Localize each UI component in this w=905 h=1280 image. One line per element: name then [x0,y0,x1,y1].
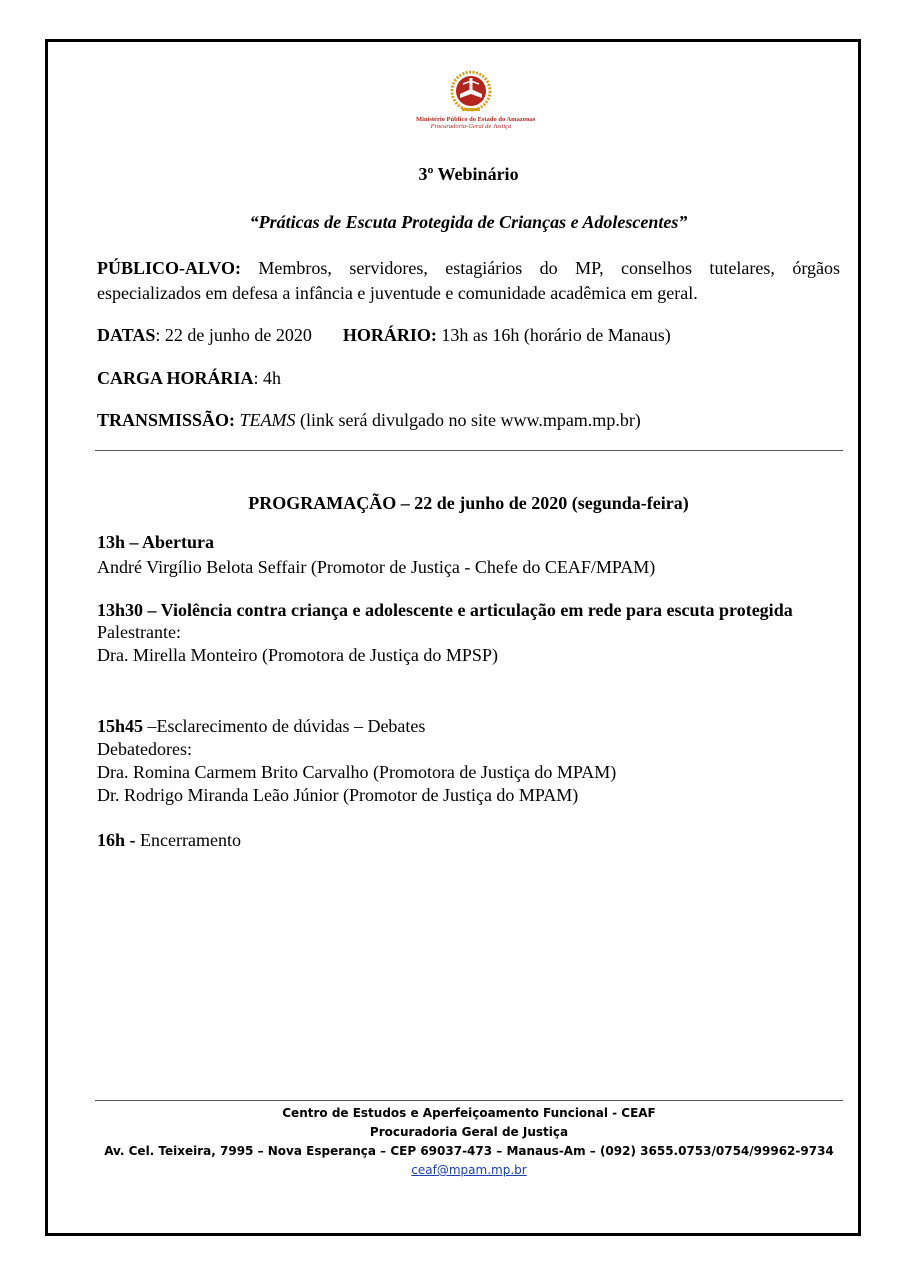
transmissao-platform: TEAMS [239,410,296,430]
item-line: Dra. Mirella Monteiro (Promotora de Justiça do MPSP) [97,645,498,665]
horario-text: 13h as 16h (horário de Manaus) [436,325,671,345]
item-title: 13h – Abertura [97,532,214,552]
publico-text: Membros, servidores, estagiários do MP, conselhos tutelares, órgãos especializados em defesa a infância e juventude e comunidade acadêmica em geral. [97,258,840,303]
item-time: 16h - [97,830,136,850]
publico-alvo [97,256,840,306]
mpam-logo [416,70,536,134]
item-line: André Virgílio Belota Seffair (Promotor de Justiça - Chefe do CEAF/MPAM) [97,557,656,577]
item-line: Palestrante: [97,622,181,642]
divider-footer [95,1100,843,1101]
datas-text: : 22 de junho de 2020 [155,325,312,345]
program-item-palestra [97,599,840,667]
publico-label: PÚBLICO-ALVO: [97,258,241,278]
footer [95,1104,843,1180]
carga-horaria [97,366,840,391]
item-time: 15h45 [97,716,144,736]
carga-text: : 4h [253,368,282,388]
item-line: Debatedores: [97,739,192,759]
program-heading: PROGRAMAÇÃO – 22 de junho de 2020 (segunda-feira) [248,493,689,513]
footer-org: Centro de Estudos e Aperfeiçoamento Funcional - CEAF [282,1106,656,1120]
event-title: “Práticas de Escuta Protegida de Crianças e Adolescentes” [249,212,688,232]
transmissao [97,408,840,433]
item-title: 13h30 – Violência contra criança e adolescente e articulação em rede para escuta protegida [97,600,793,620]
footer-address: Av. Cel. Teixeira, 7995 – Nova Esperança – CEP 69037-473 – Manaus-Am – (092) 3655.0753/0754/99962-9734 [104,1144,834,1158]
event-number: 3º Webinário [418,164,519,184]
datas-horario [97,323,840,348]
program-item-abertura [97,530,840,580]
item-line: Dr. Rodrigo Miranda Leão Júnior (Promotor de Justiça do MPAM) [97,785,579,805]
horario-label: HORÁRIO: [342,325,437,345]
transmissao-label: TRANSMISSÃO: [97,410,236,430]
divider-top [95,450,843,451]
org-subname: Procuradoria-Geral de Justiça [430,123,512,130]
mpam-emblem-icon [448,70,494,114]
footer-procuradoria: Procuradoria Geral de Justiça [369,1125,569,1139]
org-name: Ministério Público do Estado do Amazonas [416,116,536,123]
program-item-debates [97,715,840,807]
item-line: Dra. Romina Carmem Brito Carvalho (Promotora de Justiça do MPAM) [97,762,617,782]
item-title: –Esclarecimento de dúvidas – Debates [143,716,426,736]
footer-email-link[interactable]: ceaf@mpam.mp.br [411,1163,527,1177]
transmissao-text: (link será divulgado no site www.mpam.mp.br) [295,410,641,430]
carga-label: CARGA HORÁRIA [97,368,254,388]
datas-label: DATAS [97,325,156,345]
program-item-encerramento [97,828,840,853]
item-title: Encerramento [135,830,241,850]
